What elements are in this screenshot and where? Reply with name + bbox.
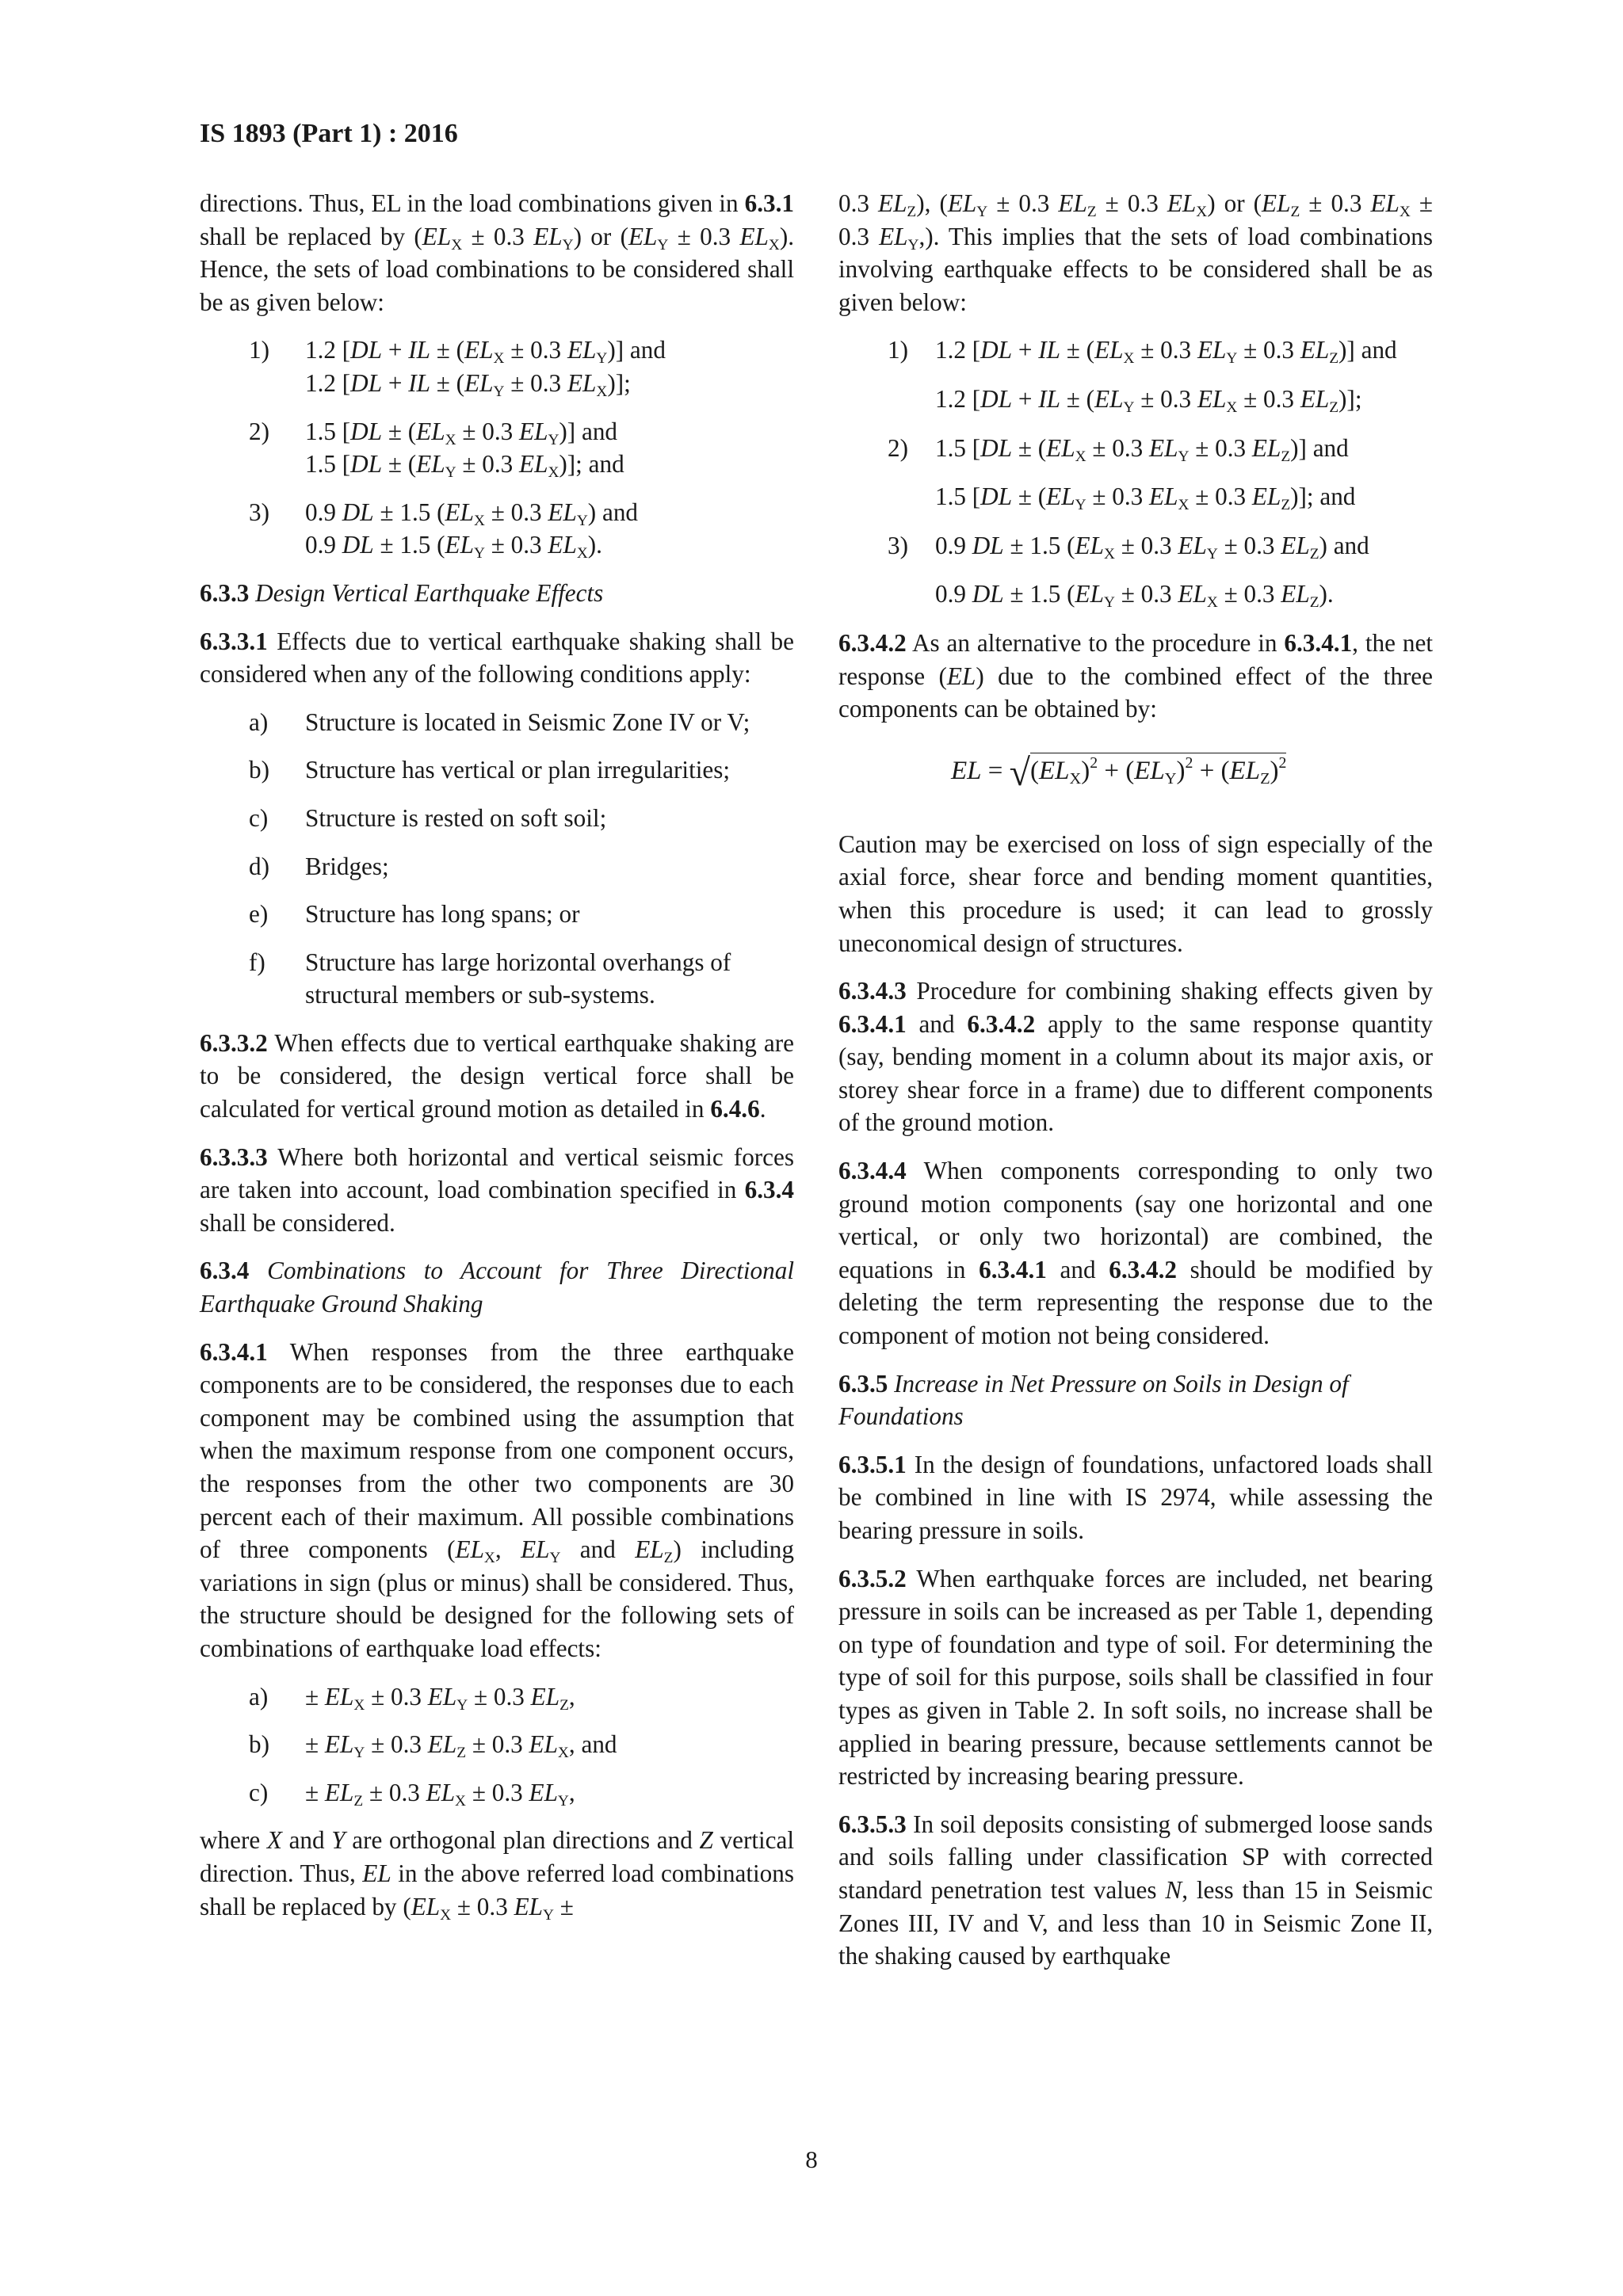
list-item-text: Structure has long spans; or	[305, 900, 580, 929]
list-item	[200, 1776, 794, 1810]
list-item	[200, 706, 794, 739]
paragraph-caution: Caution may be exercised on loss of sign especially of the axial force, shear force and bending moment quantities, when this procedure is used; it can lead to grossly uneconomical design of structures.	[838, 830, 1433, 957]
formula-line: 1.5 [$DL \pm (EL_X \pm 0.3$ $EL_Y$)] and	[305, 417, 618, 448]
clause-number: 6.3.4.4	[838, 1157, 907, 1185]
formula-line: 1.5 [$DL \pm (EL_Y \pm 0.3$ $EL_X \pm 0.3$ $EL_Z$)]; and	[935, 482, 1356, 513]
clause-text: When components corresponding to only two ground motion components (say one horizontal and one vertical, or only two horizontal) are combined, the equations in	[838, 1157, 1433, 1283]
list-marker: 3)	[249, 498, 269, 526]
clause-number: 6.3.3.1	[200, 627, 268, 655]
list-item-text: Structure has vertical or plan irregularities;	[305, 756, 731, 784]
list-item-text	[305, 496, 794, 562]
list-marker: c)	[249, 1778, 269, 1806]
list-item-text	[305, 415, 794, 481]
clause-text-end: shall be considered.	[200, 1208, 395, 1237]
formula-line: 1.2 [DL + IL ± ($EL_Y \pm 0.3$ $EL_X$)];	[305, 368, 631, 400]
page-header: IS 1893 (Part 1) : 2016	[200, 119, 458, 148]
formula-line: 0.9 DL ± 1.5 ($EL_Y \pm 0.3$ $EL_X \pm 0.3$ $EL_Z$).	[935, 580, 1334, 612]
section-title: Design Vertical Earthquake Effects	[255, 578, 604, 607]
load-combination-list-two-dir	[200, 334, 794, 562]
list-item	[838, 529, 1433, 563]
section-title: Increase in Net Pressure on Soils in Design of Foundations	[838, 1369, 1349, 1431]
clause-6-3-5-3	[838, 1808, 1433, 1973]
formula-line: ± $EL_Z \pm 0.3$ $EL_X \pm 0.3$ $EL_Y$,	[305, 1778, 575, 1810]
formula-line: 1.5 [$DL \pm (EL_X \pm 0.3$ $EL_Y \pm 0.3$ $EL_Z$)] and	[935, 433, 1349, 465]
section-heading-6-3-5	[838, 1367, 1433, 1433]
clause-6-3-5-2	[838, 1562, 1433, 1793]
list-item	[200, 802, 794, 835]
section-number: 6.3.3	[200, 578, 250, 607]
list-item-text: Bridges;	[305, 852, 389, 880]
clause-text-end: .	[759, 1095, 766, 1123]
section-number: 6.3.5	[838, 1369, 888, 1398]
list-item	[838, 432, 1433, 465]
list-item-text: Structure has large horizontal overhangs of structural members or sub-systems.	[305, 948, 731, 1009]
paragraph-where: where X and Y are orthogonal plan directions and Z vertical direction. Thus, EL in the above referred load combinations shall be replaced by ($EL_X \pm 0.3$ $EL_Y$ ±	[200, 1826, 795, 1924]
clause-6-3-4-2	[838, 627, 1433, 726]
clause-reference: 6.4.6	[710, 1095, 760, 1123]
list-item	[200, 1728, 794, 1761]
list-item	[200, 415, 794, 481]
list-marker: b)	[249, 1730, 269, 1759]
list-marker: 2)	[249, 417, 269, 445]
list-marker: f)	[249, 948, 265, 976]
list-marker: b)	[249, 756, 269, 784]
clause-text: As an alternative to the procedure in	[911, 628, 1285, 657]
clause-text: In soil deposits consisting of submerged loose sands and soils falling under classification SP with corrected standard penetration test values N, less than 15 in Seismic Zones III, IV and V, and less than 10 in Seismic Zone II, the shaking caused by earthquake	[838, 1810, 1434, 1970]
paragraph-directions: directions. Thus, EL in the load combinations given in 6.3.1 shall be replaced by ($EL_X \pm 0.3$ $EL_Y$) or ($EL_Y \pm 0.3$ $EL_X$). Hence, the sets of load combinations to be considered shall be as given below:	[200, 189, 794, 316]
clause-reference: 6.3.4	[744, 1176, 794, 1204]
section-number: 6.3.4	[200, 1257, 250, 1285]
left-column	[200, 187, 794, 1938]
list-item	[200, 898, 794, 931]
formula-line: 0.9 DL ± 1.5 ($EL_Y \pm 0.3$ $EL_X$).	[305, 531, 602, 563]
formula-line: 1.2 [DL + IL ± ($EL_X \pm 0.3$ $EL_Y \pm 0.3$ $EL_Z$)] and	[935, 336, 1397, 368]
clause-text: Effects due to vertical earthquake shaking shall be considered when any of the following conditions apply:	[200, 627, 794, 688]
list-marker: 1)	[249, 336, 269, 364]
list-item	[200, 496, 794, 562]
clause-text: When responses from the three earthquake components are to be considered, the responses due to each component may be combined using the assumption that when the maximum response from one component occurs, the responses from the other two components are 30 percent each of their maximum. All possible combinations of three components ($EL_X$, $EL_Y$ and $EL_Z$) including variations in sign (plus or minus) shall be considered. Thus, the structure should be designed for the following sets of combinations of earthquake load effects:	[200, 1337, 794, 1662]
clause-text: and	[906, 1009, 968, 1038]
clause-6-3-3-1	[200, 625, 794, 691]
formula-line: ± $EL_X \pm 0.3$ $EL_Y \pm 0.3$ $EL_Z$,	[305, 1682, 575, 1714]
list-marker: a)	[249, 1682, 269, 1711]
clause-reference: 6.3.4.1	[838, 1009, 907, 1038]
list-marker: c)	[249, 803, 269, 832]
list-item	[200, 946, 794, 1012]
formula-line: 0.9 DL ± 1.5 ($EL_X \pm 0.3$ $EL_Y$) and	[305, 498, 639, 529]
clause-number: 6.3.5.1	[838, 1450, 907, 1478]
right-column	[838, 187, 1433, 1988]
vertical-shaking-conditions-list	[200, 706, 794, 1012]
clause-6-3-5-1	[838, 1448, 1433, 1547]
formula-expression: EL = $√(EL_X)^2 + (EL_Y)^2 + (EL_Z)^2$	[951, 751, 1287, 794]
page-number: 8	[805, 2145, 818, 2173]
clause-text: When earthquake forces are included, net bearing pressure in soils can be increased as per Table 1, depending on type of foundation and type of soil. For determining the type of soil for this purpose, soils shall be classified in four types as given in Table 2. In soft soils, no increase shall be applied in bearing pressure, because settlements cannot be restricted by increasing bearing pressure.	[838, 1564, 1434, 1791]
clause-number: 6.3.4.3	[838, 977, 907, 1005]
clause-6-3-4-4	[838, 1154, 1433, 1352]
list-marker: d)	[249, 852, 269, 880]
clause-text-end: , the net response (EL) due to the combined effect of the three components can be obtained by:	[838, 628, 1434, 723]
section-heading-6-3-4	[200, 1254, 794, 1320]
list-item	[838, 334, 1433, 367]
list-marker: a)	[249, 707, 269, 736]
clause-reference: 6.3.4.1	[1284, 628, 1353, 657]
section-heading-6-3-3	[200, 577, 794, 610]
clause-text: and	[1046, 1255, 1109, 1283]
load-combination-list-three-dir	[838, 334, 1433, 611]
clause-text: In the design of foundations, unfactored loads shall be combined in line with IS 2974, while assessing the bearing pressure in soils.	[838, 1450, 1433, 1544]
srss-formula	[838, 741, 1433, 804]
clause-number: 6.3.5.2	[838, 1564, 907, 1592]
clause-text-end: apply to the same response quantity (say, bending moment in a column about its major axis, or storey shear force in a frame) due to different components of the ground motion.	[838, 1009, 1433, 1137]
clause-number: 6.3.4.2	[838, 628, 907, 657]
formula-line: 1.5 [$DL \pm (EL_Y \pm 0.3$ $EL_X$)]; and	[305, 450, 624, 481]
clause-6-3-4-3	[838, 974, 1433, 1139]
list-item	[200, 850, 794, 883]
three-direction-combination-list	[200, 1680, 794, 1810]
list-marker: 1)	[888, 336, 908, 364]
paragraph-continued: 0.3 $EL_Z$), ($EL_Y \pm 0.3$ $EL_Z \pm 0.3$ $EL_X$) or ($EL_Z \pm 0.3$ $EL_X \pm 0.3$ $EL_Y$,). This implies that the sets of load combinations involving earthquake effects to be considered shall be as given below:	[838, 189, 1434, 316]
clause-reference: 6.3.4.2	[1109, 1255, 1177, 1283]
clause-reference: 6.3.4.2	[967, 1009, 1036, 1038]
clause-number: 6.3.5.3	[838, 1810, 907, 1838]
list-marker: e)	[249, 900, 269, 929]
list-item-text: Structure is rested on soft soil;	[305, 803, 607, 832]
clause-6-3-3-2	[200, 1027, 794, 1126]
formula-line: 0.9 DL ± 1.5 ($EL_X \pm 0.3$ $EL_Y \pm 0.3$ $EL_Z$) and	[935, 531, 1369, 563]
list-item-text: Structure is located in Seismic Zone IV or V;	[305, 707, 750, 736]
list-marker: 3)	[888, 531, 908, 559]
formula-line: 1.2 [DL + IL ± ($EL_X \pm 0.3$ $EL_Y$)] and	[305, 336, 666, 368]
clause-text: When effects due to vertical earthquake shaking are to be considered, the design vertical force shall be calculated for vertical ground motion as detailed in	[200, 1028, 794, 1123]
list-marker: 2)	[888, 433, 908, 462]
clause-text: Procedure for combining shaking effects given by	[916, 977, 1433, 1005]
clause-6-3-3-3	[200, 1141, 794, 1240]
formula-line: 1.2 [DL + IL ± ($EL_Y \pm 0.3$ $EL_X \pm 0.3$ $EL_Z$)];	[935, 384, 1362, 416]
list-item	[200, 753, 794, 787]
clause-text: Where both horizontal and vertical seismic forces are taken into account, load combination specified in	[200, 1142, 794, 1204]
clause-text-end: should be modified by deleting the term representing the response due to the component of motion not being considered.	[838, 1255, 1433, 1350]
clause-number: 6.3.4.1	[200, 1337, 268, 1366]
list-item	[200, 334, 794, 399]
formula-line: ± $EL_Y \pm 0.3$ $EL_Z \pm 0.3$ $EL_X$, and	[305, 1730, 617, 1761]
clause-reference: 6.3.4.1	[979, 1255, 1047, 1283]
clause-6-3-4-1	[200, 1336, 794, 1665]
list-item	[200, 1680, 794, 1714]
clause-number: 6.3.3.2	[200, 1028, 268, 1057]
section-title: Combinations to Account for Three Directional Earthquake Ground Shaking	[200, 1257, 794, 1318]
clause-number: 6.3.3.3	[200, 1142, 268, 1171]
list-item-text	[305, 334, 794, 399]
